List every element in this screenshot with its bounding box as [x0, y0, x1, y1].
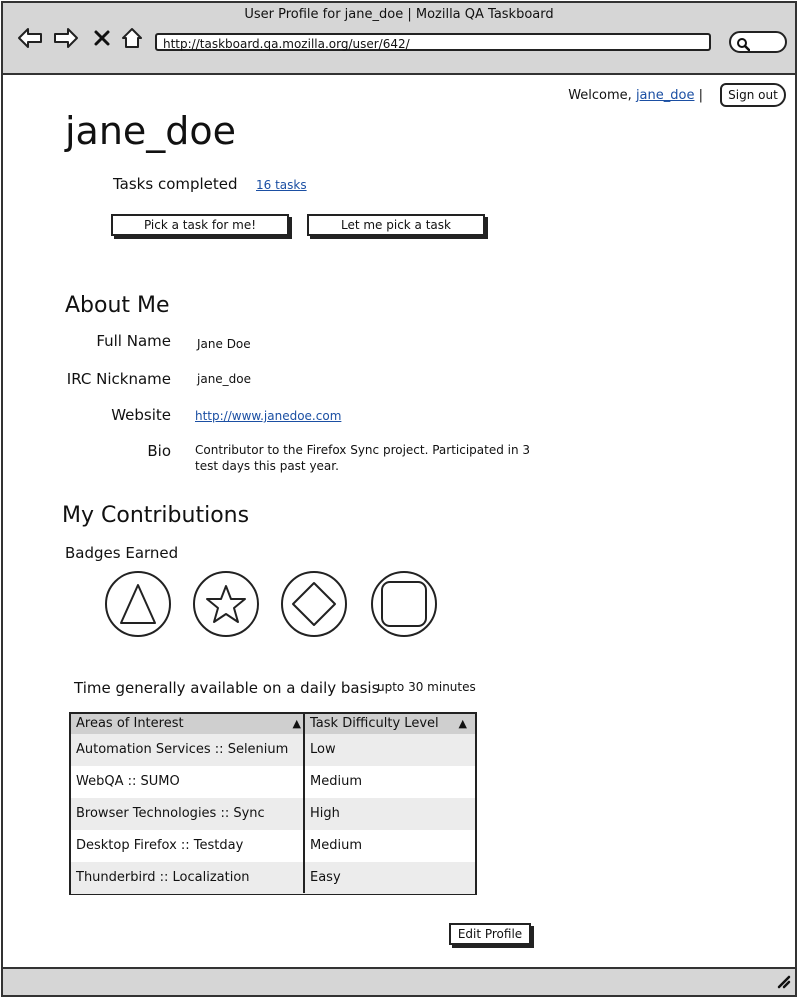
sort-ascending-icon[interactable]: ▲: [292, 717, 301, 730]
column-header-difficulty[interactable]: [305, 714, 475, 734]
bio-text: [195, 442, 530, 474]
full-name-label: Full Name: [96, 332, 171, 350]
welcome-prefix: Welcome,: [568, 88, 632, 103]
badge-diamond[interactable]: [281, 571, 347, 637]
website-label: Website: [111, 406, 171, 424]
resize-grip-icon[interactable]: [775, 973, 791, 993]
status-bar: [3, 967, 795, 995]
table-cell: Browser Technologies :: Sync: [76, 806, 265, 821]
table-row[interactable]: [71, 798, 475, 830]
column-header-areas[interactable]: [71, 714, 303, 734]
star-icon: [204, 582, 248, 626]
column-header-label: Task Difficulty Level: [310, 716, 439, 731]
table-row[interactable]: [71, 766, 475, 798]
separator: |: [698, 88, 703, 103]
about-heading: About Me: [65, 293, 170, 318]
username-link[interactable]: jane_doe: [635, 88, 695, 103]
column-header-label: Areas of Interest: [76, 716, 184, 731]
home-icon[interactable]: [119, 25, 145, 51]
browser-window: [1, 1, 797, 997]
let-me-pick-task-button[interactable]: Let me pick a task: [307, 214, 485, 236]
availability-label: Time generally available on a daily basis: [74, 679, 380, 697]
full-name-value: Jane Doe: [197, 337, 251, 351]
triangle-icon: [118, 582, 158, 626]
table-cell: Medium: [310, 838, 362, 853]
irc-label: IRC Nickname: [66, 370, 171, 388]
sort-ascending-icon[interactable]: ▲: [458, 717, 467, 730]
welcome-text: [568, 88, 703, 103]
address-bar[interactable]: http://taskboard.qa.mozilla.org/user/642/: [155, 33, 711, 51]
table-row[interactable]: [71, 830, 475, 862]
table-cell: High: [310, 806, 340, 821]
page-title: jane_doe: [65, 109, 237, 153]
tasks-completed-link[interactable]: 16 tasks: [256, 178, 307, 192]
table-cell: Low: [310, 742, 336, 757]
back-arrow-icon[interactable]: [17, 25, 43, 51]
availability-value: upto 30 minutes: [377, 680, 476, 694]
search-icon: [736, 36, 750, 55]
table-row[interactable]: [71, 734, 475, 766]
table-cell: Automation Services :: Selenium: [76, 742, 289, 757]
column-divider: [303, 714, 305, 893]
table-cell: Medium: [310, 774, 362, 789]
edit-profile-button[interactable]: Edit Profile: [449, 923, 531, 945]
diamond-icon: [289, 579, 339, 629]
table-row[interactable]: [71, 862, 475, 894]
bio-line: Contributor to the Firefox Sync project. Participated in 3: [195, 443, 531, 457]
stop-icon[interactable]: [89, 25, 115, 51]
badge-rounded-square[interactable]: [371, 571, 437, 637]
pick-task-for-me-button[interactable]: Pick a task for me!: [111, 214, 289, 236]
badge-star[interactable]: [193, 571, 259, 637]
window-title: User Profile for jane_doe | Mozilla QA Taskboard: [244, 7, 554, 22]
badges-label: Badges Earned: [65, 544, 179, 562]
table-cell: Thunderbird :: Localization: [76, 870, 250, 885]
table-cell: Easy: [310, 870, 341, 885]
sign-out-button[interactable]: Sign out: [720, 83, 786, 107]
table-cell: WebQA :: SUMO: [76, 774, 180, 789]
contributions-heading: My Contributions: [62, 503, 250, 528]
bio-line: test days this past year.: [195, 459, 339, 473]
browser-toolbar: [3, 3, 795, 75]
irc-value: jane_doe: [197, 372, 252, 386]
website-link[interactable]: http://www.janedoe.com: [195, 409, 342, 423]
interests-table: [69, 712, 477, 895]
table-cell: Desktop Firefox :: Testday: [76, 838, 244, 853]
tasks-completed-label: Tasks completed: [113, 175, 238, 193]
bio-label: Bio: [147, 442, 171, 460]
forward-arrow-icon[interactable]: [53, 25, 79, 51]
search-box[interactable]: [729, 31, 787, 53]
rounded-square-icon: [379, 579, 429, 629]
badge-triangle[interactable]: [105, 571, 171, 637]
